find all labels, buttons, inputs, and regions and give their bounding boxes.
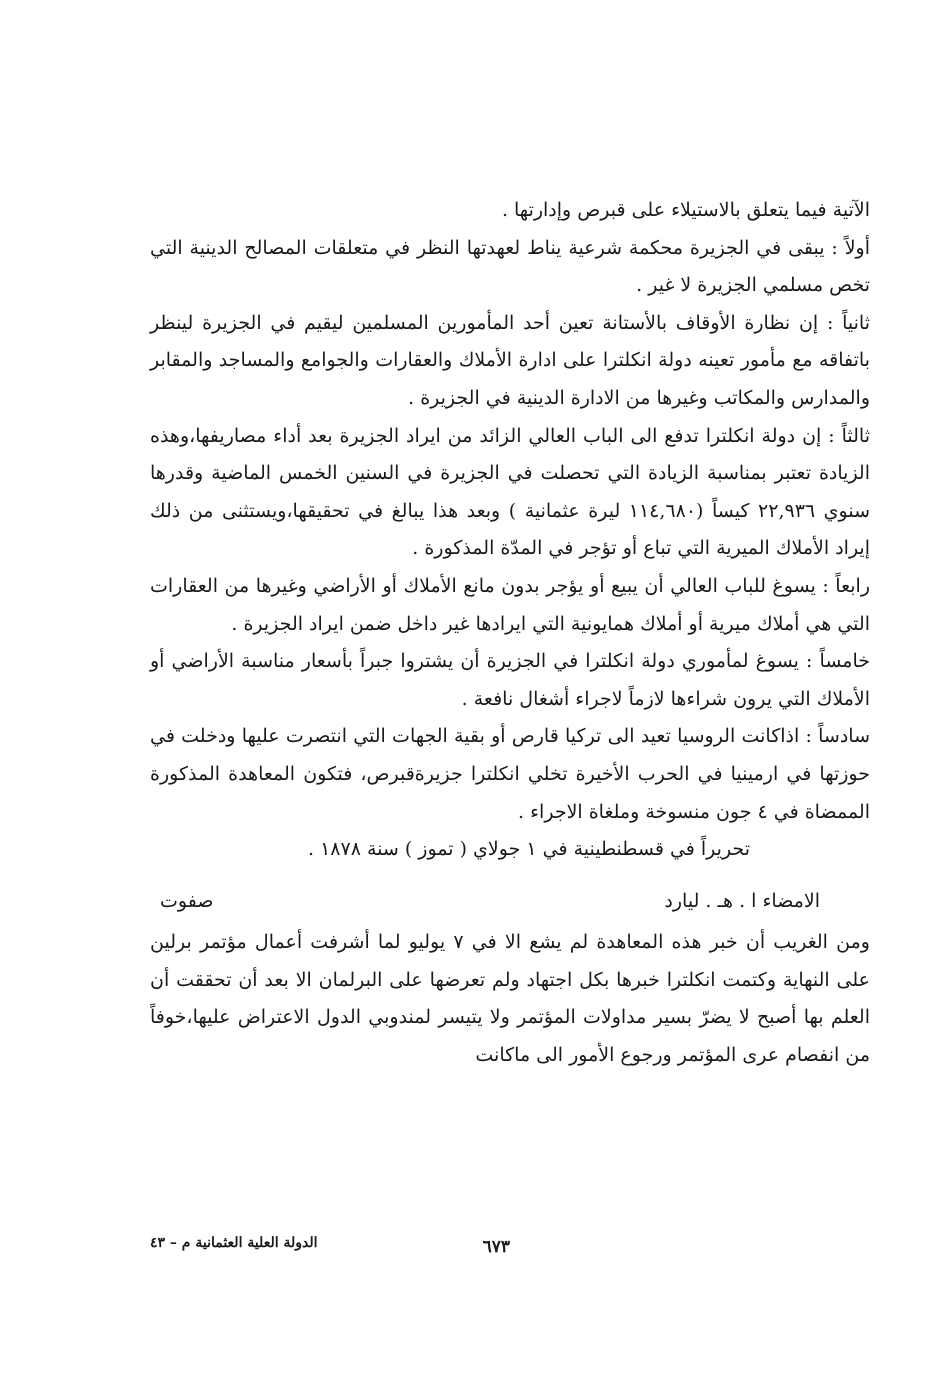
signature-safvet: صفوت: [160, 889, 214, 912]
paragraph-fourth: رابعاً : يسوغ للباب العالي أن يبيع أو يؤجر بدون مانع الأملاك أو الأراضي وغيرها من العقارات التي هي أملاك ميرية أو أملاك همايونية التي ايرادها غير داخل ضمن ايراد الجزيرة .: [150, 574, 870, 635]
paragraph-third: ثالثاً : إن دولة انكلترا تدفع الى الباب العالي الزائد من ايراد الجزيرة بعد أداء مصاريفها،وهذه الزيادة تعتبر بمناسبة الزيادة التي تحصلت في الجزيرة في السنين الخمس الماضية وقدرها سنوي ٢٢,٩٣٦ كيساً (١١٤,٦٨٠ ليرة عثمانية ) وبعد هذا يبالغ في تحقيقها،ويستثنى من ذلك إيراد الأملاك الميرية التي تباع أو تؤجر في المدّة المذكورة .: [150, 424, 870, 560]
paragraph-first: أولاً : يبقى في الجزيرة محكمة شرعية يناط لعهدتها النظر في متعلقات المصالح الدينية التي تخص مسلمي الجزيرة لا غير .: [150, 236, 870, 297]
paragraph-fifth: خامساً : يسوغ لمأموري دولة انكلترا في الجزيرة أن يشتروا جبراً بأسعار مناسبة الأراضي أو الأملاك التي يرون شراءها لازماً لاجراء أشغال نافعة .: [150, 650, 870, 710]
signature-layard: الامضاء ا . هـ . ليارد: [664, 889, 820, 912]
closing-paragraph: ومن الغريب أن خبر هذه المعاهدة لم يشع الا في ٧ يوليو لما أشرفت أعمال مؤتمر برلين على النهاية وكتمت انكلترا خبرها بكل اجتهاد ولم تعرضها على البرلمان الا بعد أن تحققت أن العلم بها أصبح لا يضرّ بسير مداولات المؤتمر ولا يتيسر لمندوبي الدول الاعتراض عليها،خوفاً من انفصام عرى المؤتمر ورجوع الأمور الى ماكانت: [150, 931, 870, 1067]
paragraph-sixth: سادساً : اذاكانت الروسيا تعيد الى تركيا قارص أو بقية الجهات التي انتصرت عليها ودخلت في حوزتها في ارمينيا في الحرب الأخيرة تخلي انكلترا جزيرةقبرص، فتكون المعاهدة المذكورة الممضاة في ٤ جون منسوخة وملغاة الاجراء .: [150, 725, 870, 823]
main-text: [150, 192, 870, 1075]
running-title: الدولة العلية العثمانية م – ٤٣: [150, 1235, 318, 1251]
date-line: تحريراً في قسطنطينية في ١ جولاي ( تموز ) سنة ١٨٧٨ .: [308, 838, 750, 861]
signatures: [150, 883, 870, 921]
paragraph-intro: الآتية فيما يتعلق بالاستيلاء على قبرص وإدارتها .: [501, 199, 870, 221]
page-footer: [150, 1235, 870, 1259]
paragraph-second: ثانياً : إن نظارة الأوقاف بالأستانة تعين أحد المأمورين المسلمين ليقيم في الجزيرة لينظر باتفاقه مع مأمور تعينه دولة انكلترا على ادارة الأملاك والعقارات والجوامع والمساجد والمقابر والمدارس والمكاتب وغيرها من الادارة الدينية في الجزيرة .: [150, 311, 870, 409]
page-number: ٦٧٣: [482, 1237, 510, 1257]
